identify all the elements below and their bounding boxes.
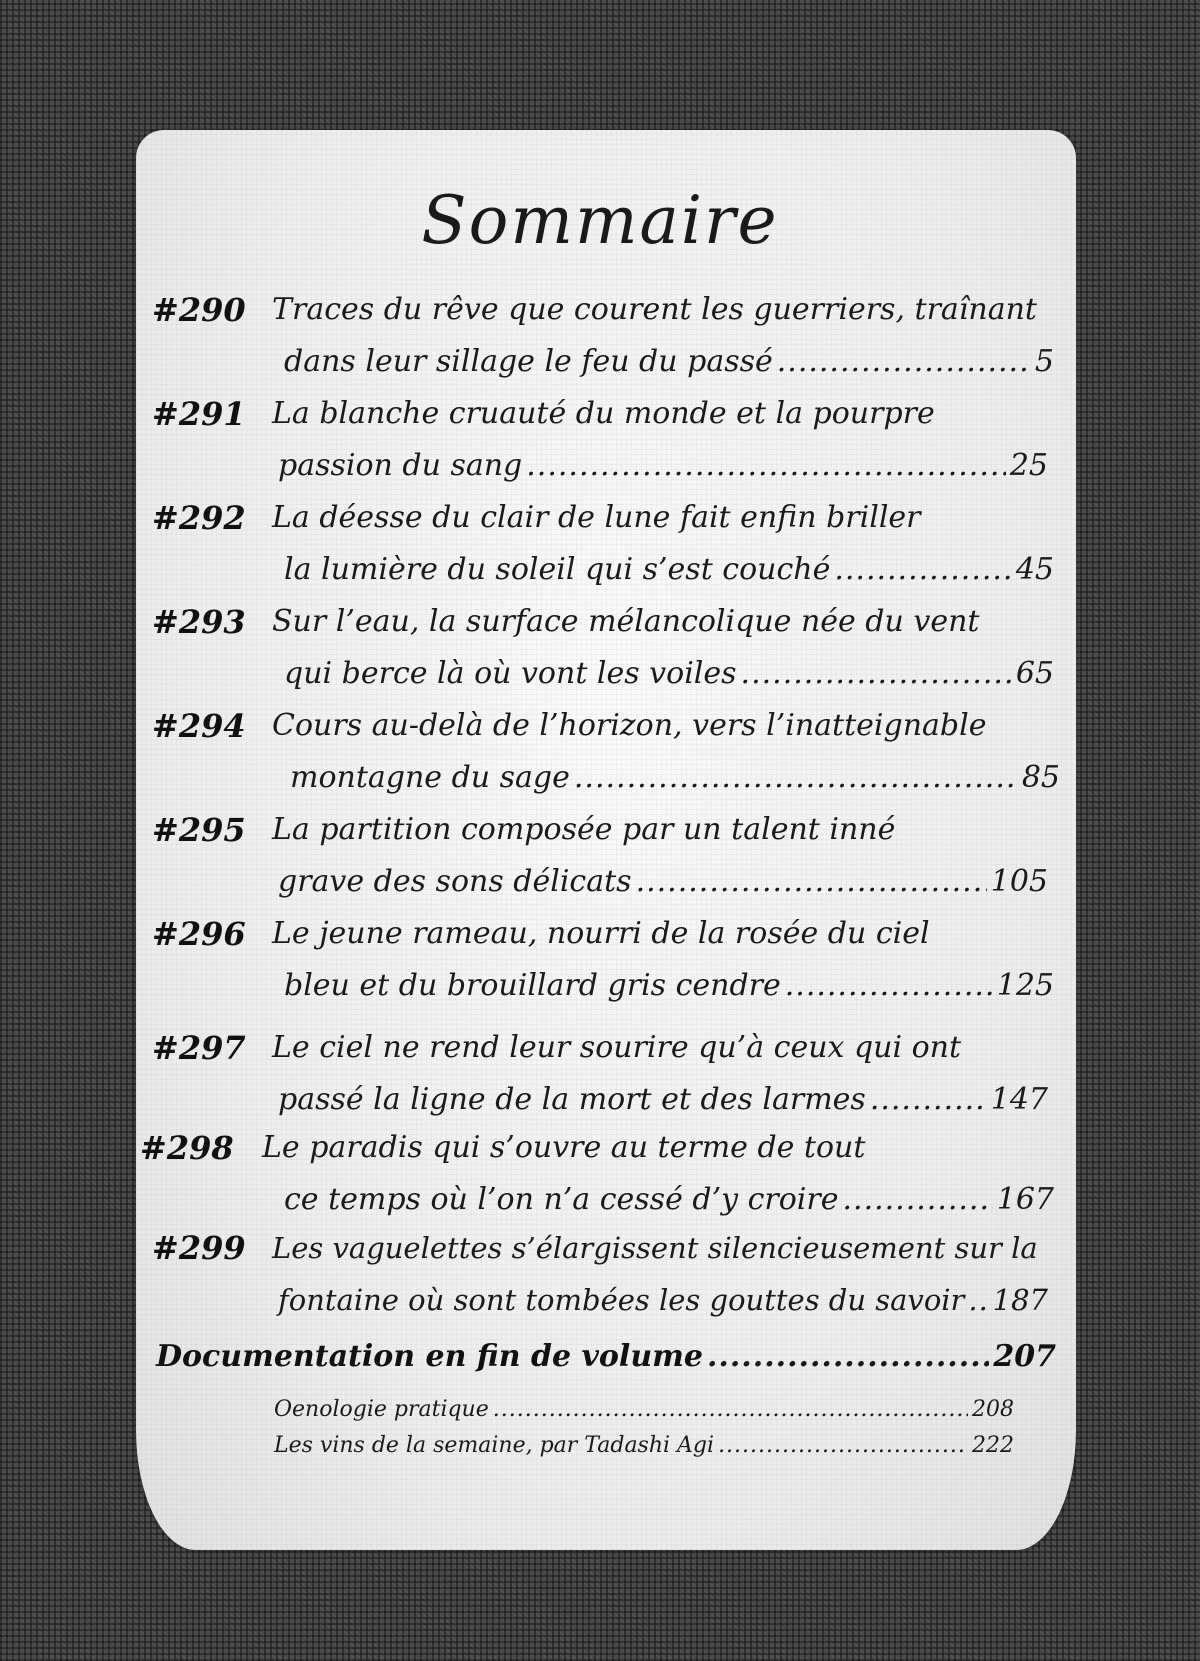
entry-number: #295	[152, 811, 246, 849]
entry-title-line2-row	[278, 440, 1048, 492]
entry-number: #294	[152, 707, 246, 745]
entry-page-number: 45	[1015, 552, 1054, 587]
dot-leader	[870, 1074, 987, 1126]
subentry-label: Les vins de la semaine, par Tadashi Agi	[274, 1433, 715, 1458]
entry-title-line1: Le paradis qui s’ouvre au terme de tout	[262, 1130, 866, 1165]
entry-number: #297	[152, 1029, 246, 1067]
entry-title-line2: la lumière du soleil qui s’est couché	[284, 552, 831, 587]
entry-title-line1: La blanche cruauté du monde et la pourpre	[272, 396, 935, 431]
entry-number: #292	[152, 499, 246, 537]
entry-title-line2: grave des sons délicats	[278, 864, 632, 899]
toc-entry-295	[0, 804, 1200, 908]
toc-entry-292	[0, 492, 1200, 596]
entry-title-line2-row	[290, 752, 1060, 804]
documentation-label: Documentation en fin de volume	[156, 1339, 703, 1374]
entry-number: #298	[140, 1129, 234, 1167]
entry-title-line1: Le jeune rameau, nourri de la rosée du ciel	[272, 916, 930, 951]
entry-page-number: 167	[996, 1182, 1054, 1217]
dot-leader	[741, 648, 1012, 700]
subentry-page-number: 222	[972, 1433, 1014, 1458]
page-title: Sommaire	[421, 182, 779, 259]
toc-entry-297	[0, 1022, 1200, 1126]
entry-title-line2: fontaine où sont tombées les gouttes du savoir	[278, 1283, 965, 1317]
entry-number: #293	[152, 603, 246, 641]
entry-title-line1: Les vaguelettes s’élargissent silencieusement sur la	[272, 1231, 1038, 1265]
dot-leader	[526, 440, 1006, 492]
dot-leader	[968, 1274, 988, 1326]
entry-title-line1: Sur l’eau, la surface mélancolique née du vent	[272, 604, 980, 639]
entry-page-number: 105	[990, 864, 1048, 899]
entry-title-line2-row	[284, 336, 1054, 388]
subentry-page-number: 208	[972, 1397, 1014, 1422]
entry-page-number: 125	[996, 968, 1054, 1003]
documentation-subentry-vins	[274, 1428, 1014, 1464]
toc-entry-298	[0, 1122, 1200, 1226]
entry-title-line2: dans leur sillage le feu du passé	[284, 344, 773, 379]
entry-title-line1: La partition composée par un talent inné	[272, 812, 896, 847]
toc-entry-299	[0, 1222, 1200, 1326]
entry-title-line2: qui berce là où vont les voiles	[284, 656, 737, 691]
dot-leader	[493, 1392, 968, 1428]
entry-title-line2-row	[278, 856, 1048, 908]
entry-title-line1: Le ciel ne rend leur sourire qu’à ceux qui ont	[272, 1030, 962, 1065]
dot-leader	[834, 544, 1011, 596]
entry-page-number: 147	[990, 1082, 1048, 1117]
entry-page-number: 85	[1021, 760, 1060, 795]
entry-title-line2-row	[284, 648, 1054, 700]
entry-number: #291	[152, 395, 246, 433]
entry-number: #290	[152, 291, 246, 329]
entry-title-line2: montagne du sage	[290, 760, 570, 795]
entry-title-line1: Traces du rêve que courent les guerriers, traînant	[272, 292, 1037, 327]
dot-leader	[785, 960, 993, 1012]
toc-entry-296	[0, 908, 1200, 1012]
entry-number: #296	[152, 915, 246, 953]
dot-leader	[707, 1332, 989, 1382]
subentry-label: Oenologie pratique	[274, 1397, 489, 1422]
documentation-entry	[156, 1332, 1056, 1382]
entry-title-line2-row	[284, 544, 1054, 596]
entry-page-number: 187	[992, 1283, 1048, 1317]
dot-leader	[777, 336, 1031, 388]
entry-title-line2-row	[284, 960, 1054, 1012]
documentation-page-number: 207	[993, 1339, 1056, 1374]
entry-number: #299	[152, 1229, 246, 1267]
entry-title-line2: ce temps où l’on n’a cessé d’y croire	[284, 1182, 839, 1217]
toc-entry-290	[0, 284, 1200, 388]
entry-title-line2-row	[278, 1074, 1048, 1126]
dot-leader	[843, 1174, 993, 1226]
entry-page-number: 5	[1034, 344, 1054, 379]
dot-leader	[718, 1428, 968, 1464]
entry-title-line2: passé la ligne de la mort et des larmes	[278, 1082, 866, 1117]
toc-entry-291	[0, 388, 1200, 492]
entry-title-line1: La déesse du clair de lune fait enfin briller	[272, 500, 921, 535]
toc-entry-294	[0, 700, 1200, 804]
entry-page-number: 25	[1009, 448, 1048, 483]
entry-title-line2-row	[284, 1174, 1054, 1226]
toc-entry-293	[0, 596, 1200, 700]
entry-page-number: 65	[1015, 656, 1054, 691]
entry-title-line2: passion du sang	[278, 448, 523, 483]
entry-title-line1: Cours au-delà de l’horizon, vers l’inatteignable	[272, 708, 987, 743]
entry-title-line2-row	[278, 1274, 1048, 1326]
dot-leader	[636, 856, 987, 908]
documentation-subentry-oenologie	[274, 1392, 1014, 1428]
dot-leader	[574, 752, 1018, 804]
entry-title-line2: bleu et du brouillard gris cendre	[284, 968, 781, 1003]
